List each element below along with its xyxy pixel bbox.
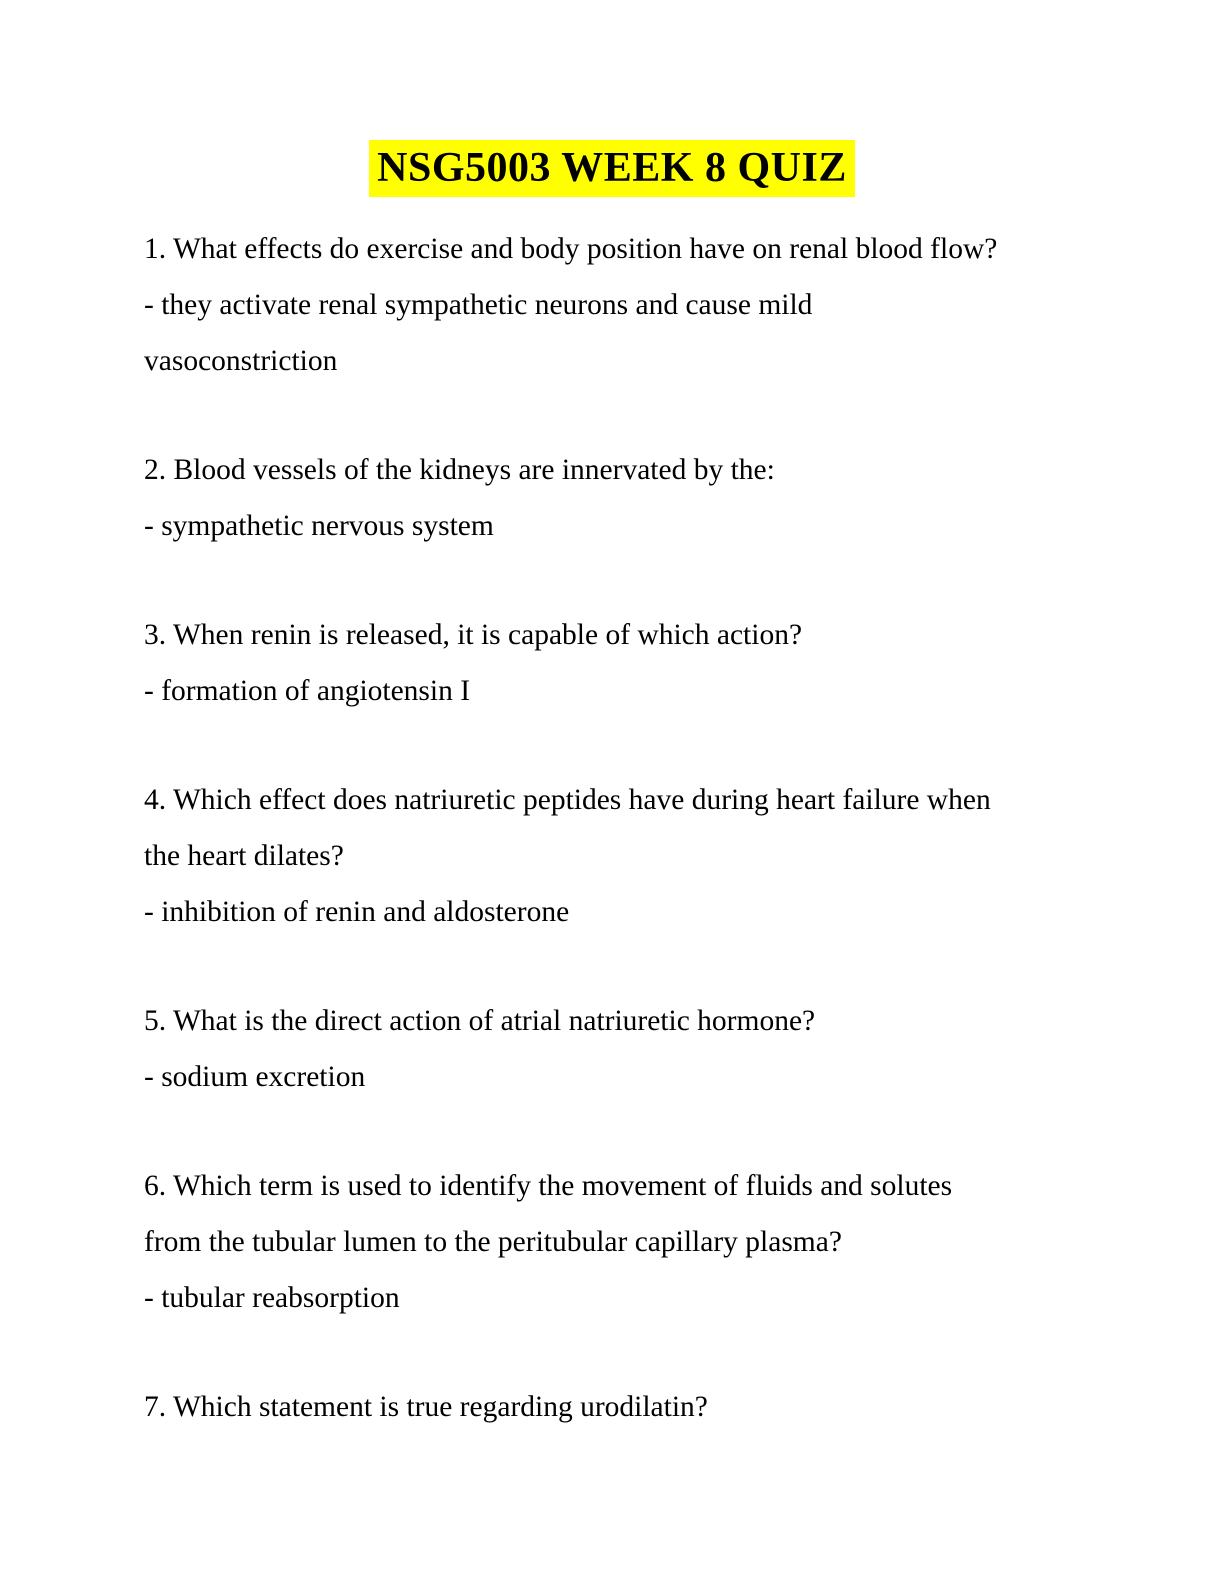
answer-text: - they activate renal sympathetic neurons and cause mild xyxy=(144,289,813,321)
question-text: 6. Which term is used to identify the movement of fluids and solutes xyxy=(144,1170,953,1202)
question-text: 4. Which effect does natriuretic peptides have during heart failure when xyxy=(144,784,991,816)
question-block-6 xyxy=(144,1158,1124,1326)
quiz-content xyxy=(144,221,1124,1435)
answer-text: - sodium excretion xyxy=(144,1061,366,1093)
question-text: 2. Blood vessels of the kidneys are innervated by the: xyxy=(144,454,775,486)
question-block-7 xyxy=(144,1379,1124,1435)
question-block-1 xyxy=(144,221,1124,389)
question-text: 1. What effects do exercise and body position have on renal blood flow? xyxy=(144,233,998,265)
question-block-3 xyxy=(144,607,1124,719)
question-text: 7. Which statement is true regarding urodilatin? xyxy=(144,1391,708,1423)
question-text: 5. What is the direct action of atrial natriuretic hormone? xyxy=(144,1005,816,1037)
question-text: the heart dilates? xyxy=(144,840,344,872)
title-row xyxy=(0,0,1224,197)
question-block-2 xyxy=(144,442,1124,554)
question-text: 3. When renin is released, it is capable of which action? xyxy=(144,619,803,651)
question-text: from the tubular lumen to the peritubular capillary plasma? xyxy=(144,1226,842,1258)
answer-text: vasoconstriction xyxy=(144,345,338,377)
answer-text: - sympathetic nervous system xyxy=(144,510,494,542)
answer-text: - formation of angiotensin I xyxy=(144,675,471,707)
page-title: NSG5003 WEEK 8 QUIZ xyxy=(369,140,855,197)
question-block-4 xyxy=(144,772,1124,940)
answer-text: - inhibition of renin and aldosterone xyxy=(144,896,570,928)
question-block-5 xyxy=(144,993,1124,1105)
answer-text: - tubular reabsorption xyxy=(144,1282,400,1314)
